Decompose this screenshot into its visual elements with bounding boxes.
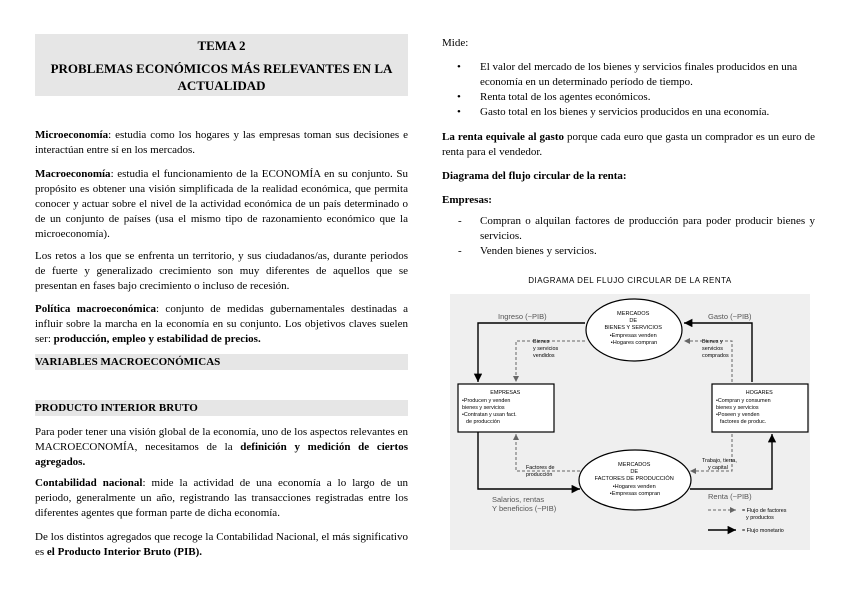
contabilidad-text: : mide la actividad de una economía a lo largo de un periodo, generalmente un año, registrando las transacciones registradas entre los diferentes agentes que forman parte de dicha economía. xyxy=(35,477,408,519)
micro-text: : estudia como los hogares y las empresas toman sus decisiones e interactúan entre sí en los mercados. xyxy=(35,129,408,156)
macro-term: Macroeconomía xyxy=(35,168,111,180)
micro-term: Microeconomía xyxy=(35,129,109,141)
list-item: • Gasto total en los bienes y servicios producidos en una economía. xyxy=(457,106,770,118)
bienes-vendidos-label: Bienes y servicios vendidos xyxy=(533,339,559,359)
micro-paragraph xyxy=(35,128,408,158)
politica-paragraph xyxy=(35,302,408,347)
renta-paragraph xyxy=(442,130,815,160)
mide-label: Mide: xyxy=(442,37,469,49)
legend-flujo-factores: = Flujo de factores y productos xyxy=(742,508,787,521)
politica-text: : conjunto de medidas gubernamentales destinadas a influir sobre la marcha en la economía en su conjunto. Los objetivos claves suelen ser: xyxy=(35,303,408,345)
macro-text: : estudia el funcionamiento de la ECONOMÍA en su conjunto. Su propósito es obtener una visión simplificada de la realidad económica, que permita conocer y actuar sobre el nivel de la actividad económica de un país determinado o de un conjunto de países (usa el mismo tipo de razonamiento económico que la microeconomía). xyxy=(35,168,408,240)
contabilidad-term: Contabilidad nacional xyxy=(35,477,143,489)
list-item: • Renta total de los agentes económicos. xyxy=(457,91,651,103)
mercado-bienes-label: MERCADOS DE BIENES Y SERVICIOS •Empresas venden •Hogares compran xyxy=(604,311,662,346)
circular-flow-diagram xyxy=(440,266,820,556)
list-item: • El valor del mercado de los bienes y servicios finales producidos en una economía en un determinado período de tiempo. xyxy=(457,61,798,88)
bullet-icon: • xyxy=(457,61,461,73)
diagram-title: DIAGRAMA DEL FLUJO CIRCULAR DE LA RENTA xyxy=(528,276,732,285)
ingreso-label: Ingreso (~PIB) xyxy=(498,312,547,321)
diagrama-heading: Diagrama del flujo circular de la renta: xyxy=(442,170,627,182)
page-title: PROBLEMAS ECONÓMICOS MÁS RELEVANTES EN LA ACTUALIDAD xyxy=(50,61,393,93)
agregados-paragraph xyxy=(35,530,408,560)
title-box xyxy=(35,34,408,96)
factores-label: Factores de producción xyxy=(526,465,555,478)
bullet-icon: • xyxy=(457,106,461,118)
renta-text: porque cada euro que gasta un comprador es un euro de renta para el vendedor. xyxy=(442,131,815,158)
section-band-variables: VARIABLES MACROECONÓMICAS xyxy=(35,354,408,370)
mide-list xyxy=(442,60,815,120)
renta-bold: La renta equivale al gasto xyxy=(442,131,564,143)
contabilidad-paragraph xyxy=(35,476,408,521)
politica-bold: producción, empleo y estabilidad de precios. xyxy=(53,333,261,345)
trabajo-label: Trabajo, tierra, y capital xyxy=(702,458,737,471)
list-item: - Venden bienes y servicios. xyxy=(458,245,597,257)
pib-intro-bold: definición y medición de ciertos agregados. xyxy=(35,441,409,468)
empresas-heading: Empresas: xyxy=(442,194,492,206)
mercado-factores-label: MERCADOS DE FACTORES DE PRODUCCIÓN •Hogares venden •Empresas compran xyxy=(594,462,674,497)
bienes-comprados-label: Bienes y servicios comprados xyxy=(702,339,729,359)
salarios-label: Salarios, rentas Y beneficios (~PIB) xyxy=(492,495,557,513)
section-band-pib: PRODUCTO INTERIOR BRUTO xyxy=(35,400,408,416)
politica-term: Política macroeconómica xyxy=(35,303,157,315)
renta-label: Renta (~PIB) xyxy=(708,492,752,501)
tema-label: TEMA 2 xyxy=(197,38,246,53)
dash-icon: - xyxy=(458,215,462,227)
retos-paragraph: Los retos a los que se enfrenta un territorio, y sus ciudadanos/as, durante periodos de fuerte y generalizado crecimiento son muy diferentes de aquellos que se presentan en fases bajo crecimiento o incluso de recesión. xyxy=(35,250,408,292)
agregados-bold: el Producto Interior Bruto (PIB). xyxy=(46,546,203,558)
hogares-label: HOGARES •Compran y consumen bienes y servicios •Poseen y venden factores de produc. xyxy=(716,390,773,425)
pib-intro-paragraph xyxy=(35,425,408,470)
empresas-label: EMPRESAS •Producen y venden bienes y servicios •Contratan y usan fact. de producción xyxy=(462,390,521,425)
dash-icon: - xyxy=(458,245,462,257)
list-item: - Compran o alquilan factores de producción para poder producir bienes y servicios. xyxy=(458,215,815,242)
empresas-list xyxy=(442,214,815,259)
pib-intro-text: Para poder tener una visión global de la economía, uno de los aspectos relevantes en MACROECONOMÍA, necesitamos de la xyxy=(35,426,408,453)
bullet-icon: • xyxy=(457,91,461,103)
agregados-text: De los distintos agregados que recoge la Contabilidad Nacional, el más significativo es xyxy=(35,531,408,558)
gasto-label: Gasto (~PIB) xyxy=(708,312,752,321)
macro-paragraph xyxy=(35,167,408,242)
legend-flujo-monetario: = Flujo monetario xyxy=(742,528,784,534)
